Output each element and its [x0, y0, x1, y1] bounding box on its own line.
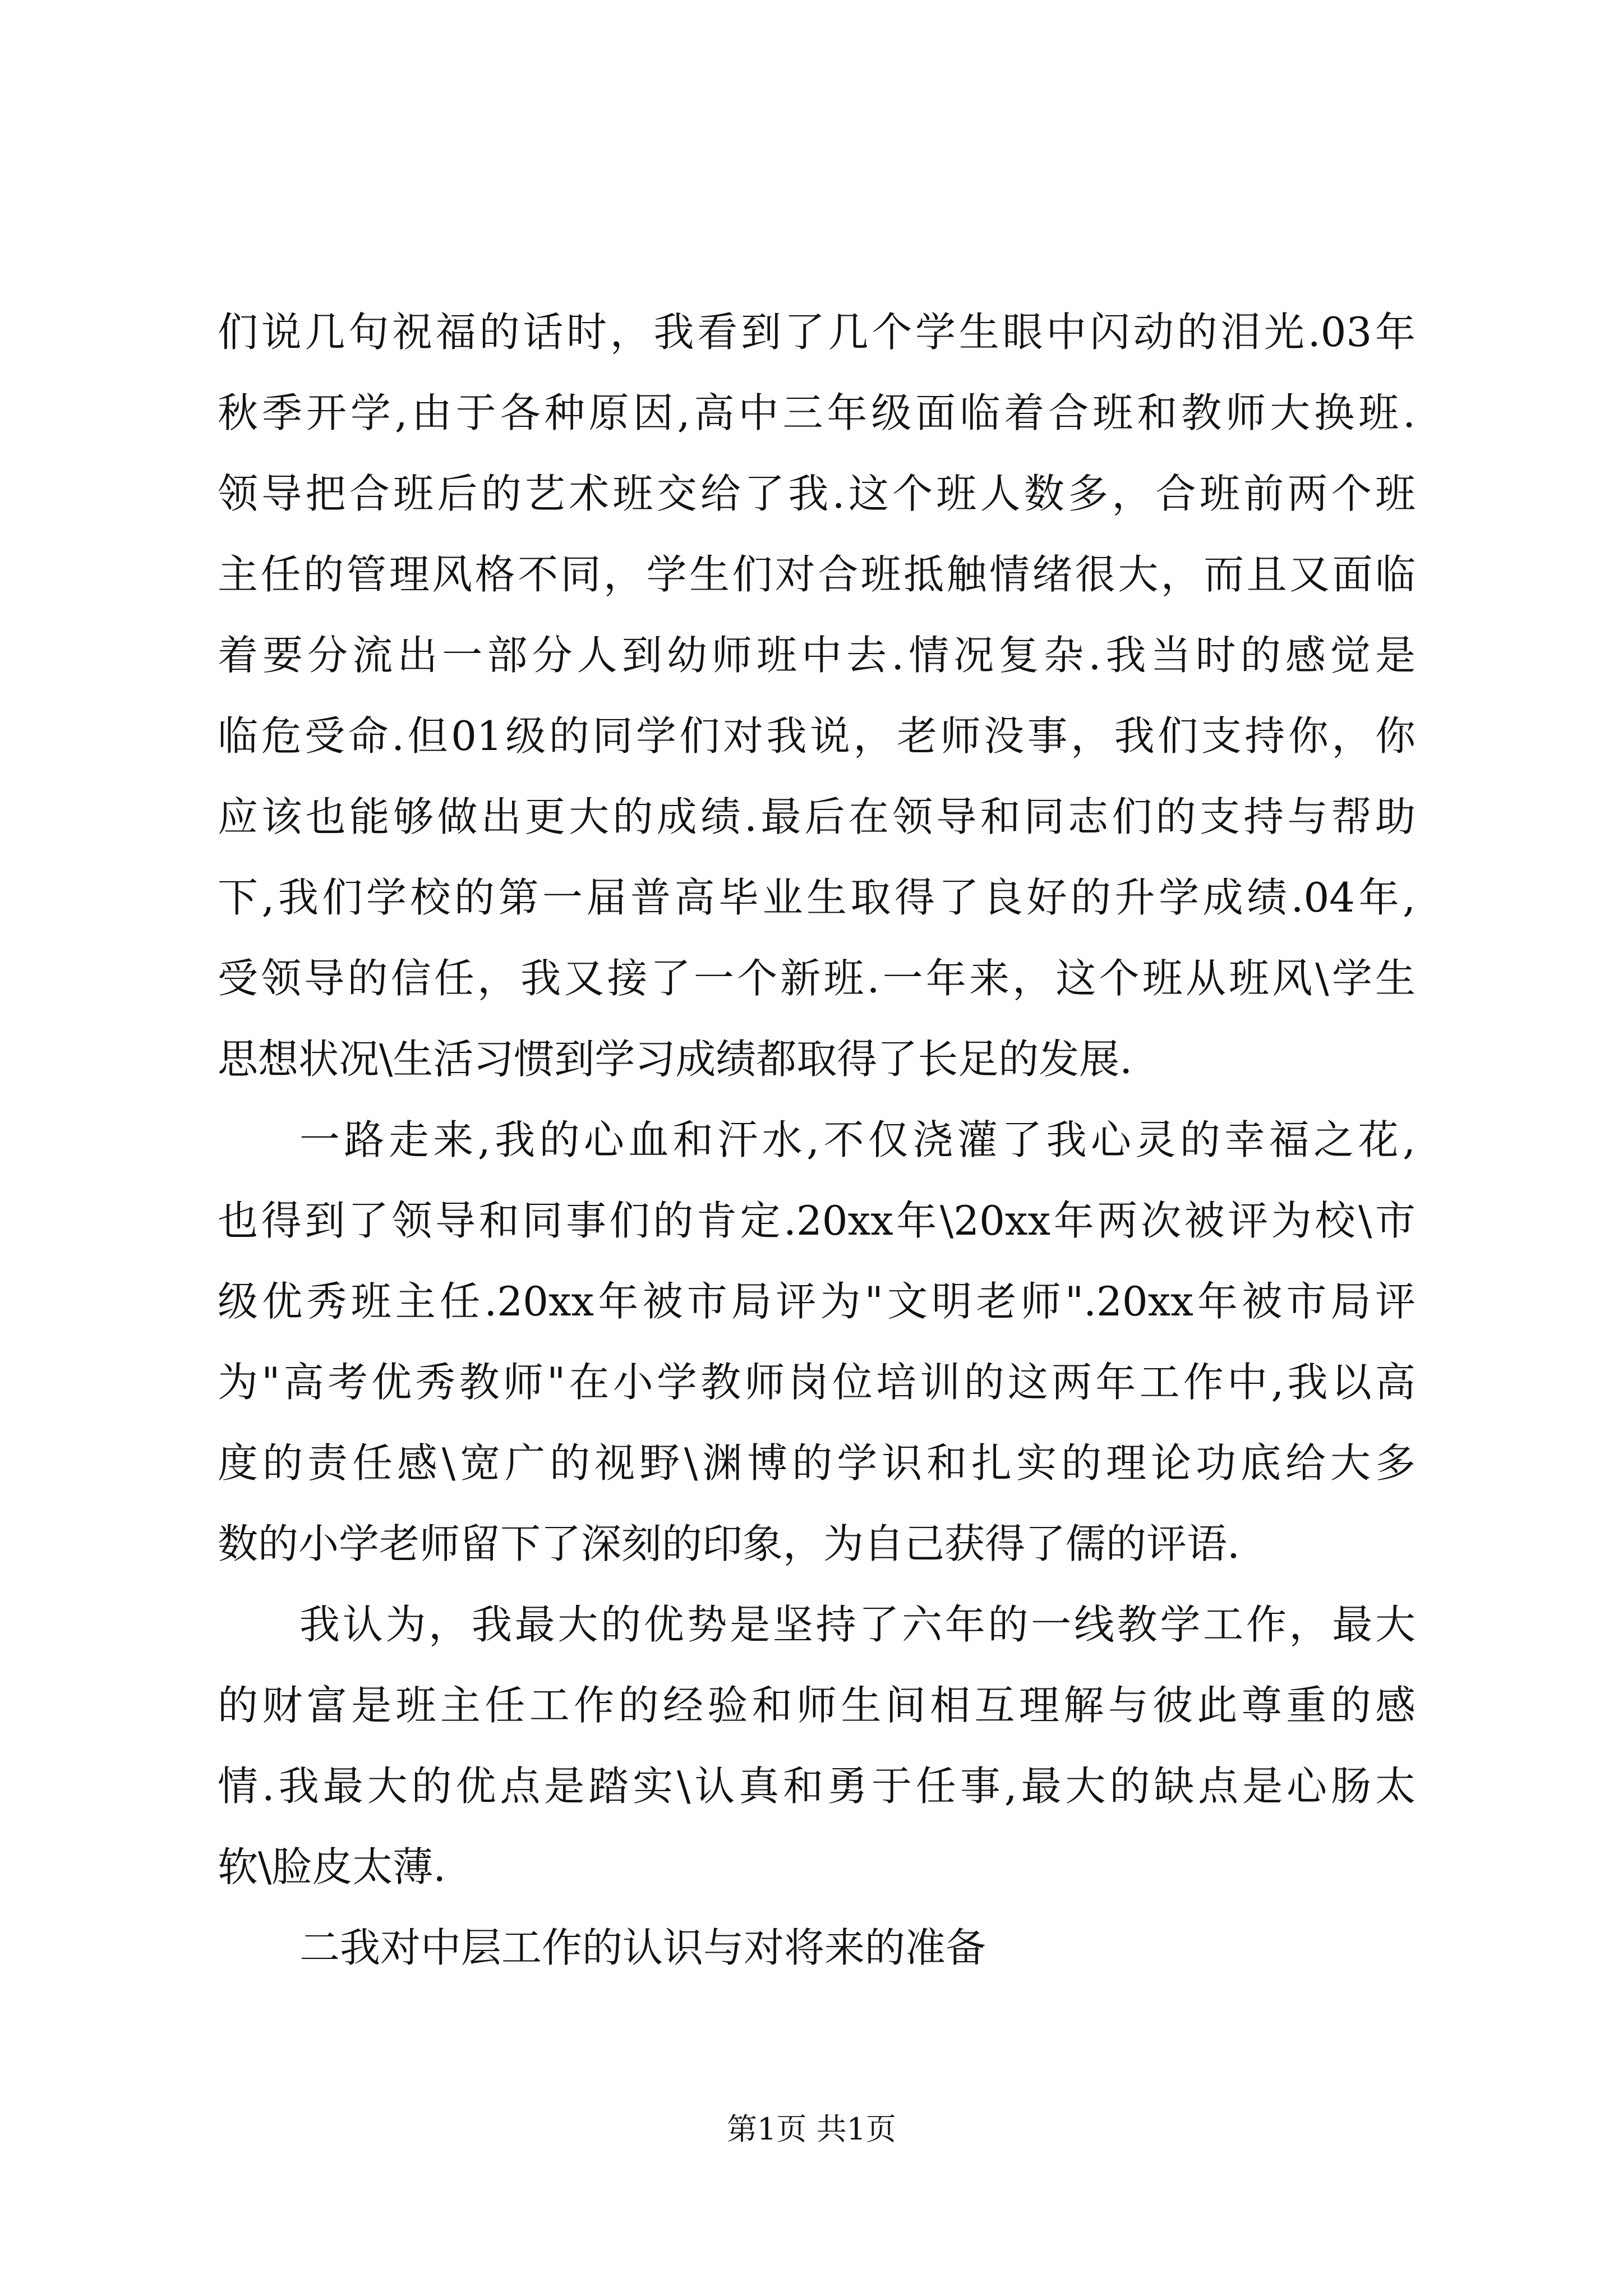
section-heading: 二我对中层工作的认识与对将来的准备 [299, 1924, 986, 1971]
paragraph-3-line-2: 的财富是班主任工作的经验和师生间相互理解与彼此尊重的感 [218, 1682, 1415, 1729]
paragraph-3-line-3: 情.我最大的优点是踏实\认真和勇于任事,最大的缺点是心肠太 [218, 1763, 1415, 1810]
paragraph-2-line-2: 也得到了领导和同事们的肯定.20xx年\20xx年两次被评为校\市 [218, 1197, 1415, 1244]
paragraph-3-line-1: 我认为，我最大的优势是坚持了六年的一线教学工作，最大 [299, 1601, 1415, 1648]
page-footer: 第1页 共1页 [727, 2111, 896, 2147]
paragraph-3-line-4: 软\脸皮太薄. [218, 1843, 446, 1890]
paragraph-2-line-4: 为"高考优秀教师"在小学教师岗位培训的这两年工作中,我以高 [218, 1359, 1415, 1406]
paragraph-2-line-5: 度的责任感\宽广的视野\渊博的学识和扎实的理论功底给大多 [218, 1439, 1415, 1487]
paragraph-1-line-3: 领导把合班后的艺术班交给了我.这个班人数多，合班前两个班 [218, 470, 1415, 517]
paragraph-2-line-6: 数的小学老师留下了深刻的印象，为自己获得了儒的评语. [218, 1520, 1240, 1567]
paragraph-2-line-3: 级优秀班主任.20xx年被市局评为"文明老师".20xx年被市局评 [218, 1278, 1415, 1325]
paragraph-1-line-10: 思想状况\生活习惯到学习成绩都取得了长足的发展. [218, 1036, 1133, 1083]
paragraph-1-line-2: 秋季开学,由于各种原因,高中三年级面临着合班和教师大换班. [218, 389, 1415, 436]
paragraph-1-line-5: 着要分流出一部分人到幼师班中去.情况复杂.我当时的感觉是 [218, 632, 1415, 679]
document-body [218, 292, 1415, 1988]
paragraph-1-line-1: 们说几句祝福的话时，我看到了几个学生眼中闪动的泪光.03年 [218, 309, 1415, 356]
paragraph-1-line-8: 下,我们学校的第一届普高毕业生取得了良好的升学成绩.04年, [218, 874, 1415, 921]
paragraph-2-line-1: 一路走来,我的心血和汗水,不仅浇灌了我心灵的幸福之花, [299, 1116, 1415, 1163]
paragraph-1-line-4: 主任的管理风格不同，学生们对合班抵触情绪很大，而且又面临 [218, 551, 1415, 598]
paragraph-1-line-7: 应该也能够做出更大的成绩.最后在领导和同志们的支持与帮助 [218, 793, 1415, 840]
paragraph-1-line-6: 临危受命.但01级的同学们对我说，老师没事，我们支持你，你 [218, 712, 1415, 760]
paragraph-1-line-9: 受领导的信任，我又接了一个新班.一年来，这个班从班风\学生 [218, 955, 1415, 1002]
